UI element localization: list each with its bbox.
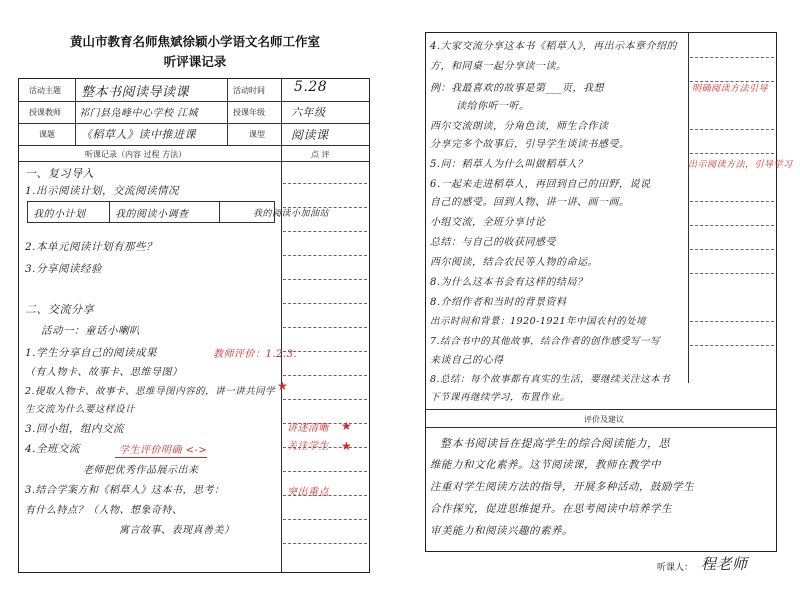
record-line: （有人物卡、故事卡、思维导图） xyxy=(25,367,183,378)
record-line: 3.结合学案方和《稻草人》这本书，思考： xyxy=(25,485,225,496)
record-line: 西尔交流朗读，分角色读，师生合作读 xyxy=(430,121,609,132)
red-note: 关注学生 xyxy=(287,441,329,452)
red-note: 出示阅读方法，引导学习 xyxy=(688,160,793,170)
record-line: 8.介绍作者和当时的背景资料 xyxy=(430,297,567,308)
record-line: 老师把优秀作品展示出来 xyxy=(83,465,199,476)
red-note: 教师评价：1.2.3. xyxy=(213,349,298,360)
eval-line: 审美能力和阅读兴趣的素养。 xyxy=(430,525,573,537)
time-value: 5.28 xyxy=(294,79,328,95)
record-line: 下节课再继续学习，布置作业。 xyxy=(430,392,571,403)
record-line: 来谈自己的心得 xyxy=(430,355,504,366)
record-line: 生交流为什么要这样设计 xyxy=(25,404,136,415)
type-value: 阅读课 xyxy=(291,128,329,142)
time-label: 活动时间 xyxy=(233,86,265,95)
teacher-label: 授课教师 xyxy=(29,108,61,117)
studio-title: 黄山市教育名师焦斌徐颖小学语文名师工作室 xyxy=(69,34,320,49)
red-note: 突出重点 xyxy=(287,487,329,498)
record-line: 2.本单元阅读计划有那些？ xyxy=(25,241,158,253)
record-line: 分享完多个故事后，引导学生谈读书感受。 xyxy=(430,139,630,150)
red-note: 讲述清晰 xyxy=(287,423,329,434)
record-line: 3.分享阅读经验 xyxy=(25,263,103,275)
record-line: 8.总结：每个故事都有真实的生活，要继续关注这本书 xyxy=(430,374,671,385)
plan-cell: 我的阅读小加油站 xyxy=(253,209,330,219)
record-line: 读给你听一听。 xyxy=(456,101,530,112)
teacher-value: 祁门县凫峰中心学校 江城 xyxy=(79,108,199,119)
comment-header: 点 评 xyxy=(311,150,330,159)
red-note: 学生评价明确 <-> xyxy=(119,445,208,456)
topic-label: 活动主题 xyxy=(29,86,61,95)
record-line: 一、复习导入 xyxy=(25,167,94,180)
record-line: 方，和同桌一起分享读一读。 xyxy=(430,61,567,72)
record-line: 活动一：童话小喇叭 xyxy=(41,325,140,337)
record-line: 4.全班交流 xyxy=(25,443,81,455)
record-line: 5.问：稻草人为什么叫做稻草人？ xyxy=(430,159,588,170)
eval-line: 整本书阅读旨在提高学生的综合阅读能力，思 xyxy=(440,437,670,450)
subject-value: 《稻草人》读中推进课 xyxy=(81,128,196,141)
record-line: 出示时间和背景：1920-1921年中国农村的处境 xyxy=(430,316,647,327)
star-icon: ★ xyxy=(277,379,288,393)
form-title: 听评课记录 xyxy=(163,54,227,69)
topic-value: 整本书阅读导读课 xyxy=(81,85,190,100)
listener-signature: 程老师 xyxy=(701,555,748,573)
right-page xyxy=(425,32,793,582)
plan-cell: 我的阅读小调查 xyxy=(115,209,189,220)
red-note: 明确阅读方法引导 xyxy=(692,84,769,94)
grade-label: 授课年级 xyxy=(233,108,265,117)
record-line: 4.大家交流分享这本书《稻草人》，再出示本章介绍的 xyxy=(430,41,678,52)
eval-header: 评价及建议 xyxy=(584,415,624,424)
record-line: 2.提取人物卡、故事卡、思维导图内容的，讲一讲共同学 xyxy=(25,386,276,397)
record-line: 二、交流分享 xyxy=(25,303,94,316)
grade-value: 六年级 xyxy=(291,106,326,119)
record-line: 寓言故事、表现真善美） xyxy=(119,525,235,536)
record-line: 总结：与自己的收获同感受 xyxy=(430,237,556,248)
continuation-table xyxy=(425,32,793,552)
eval-line: 注重对学生阅读方法的指导，开展多种活动，鼓励学生 xyxy=(430,481,694,493)
record-table xyxy=(18,78,370,573)
listener-label: 听课人： xyxy=(657,563,694,573)
eval-line: 合作探究，促进思维提升。在思考阅读中培养学生 xyxy=(430,503,672,515)
eval-line: 维能力和文化素养。这节阅读课，教师在教学中 xyxy=(430,459,661,471)
star-icon: ★ xyxy=(341,419,352,433)
record-line: 自己的感受。回到人物、讲一讲、画一画。 xyxy=(430,197,630,208)
star-icon: ★ xyxy=(341,439,352,453)
record-line: 例：我最喜欢的故事是第___页，我想 xyxy=(430,83,604,94)
record-line: 有什么特点？（人物、想象奇特、 xyxy=(25,505,183,516)
type-label: 课型 xyxy=(249,130,265,139)
record-line: 6.一起来走进稻草人，再回到自己的田野，说说 xyxy=(430,179,651,190)
plan-cell: 我的小计划 xyxy=(33,209,86,220)
record-line: 1.学生分享自己的阅读成果 xyxy=(25,347,158,359)
record-line: 3.回小组，组内交流 xyxy=(25,423,125,435)
subject-label: 课题 xyxy=(39,130,55,139)
left-page xyxy=(16,22,374,590)
record-line: 西尔阅读，结合农民等人物的命运。 xyxy=(430,257,598,268)
record-line: 小组交流，全班分享讨论 xyxy=(430,217,546,228)
record-line: 7.结合书中的其他故事，结合作者的创作感受写一写 xyxy=(430,336,661,347)
record-line: 1.出示阅读计划，交流阅读情况 xyxy=(25,185,180,197)
record-line: 8.为什么这本书会有这样的结局？ xyxy=(430,277,588,288)
record-header: 听课记录（内容 过程 方法） xyxy=(85,150,187,159)
